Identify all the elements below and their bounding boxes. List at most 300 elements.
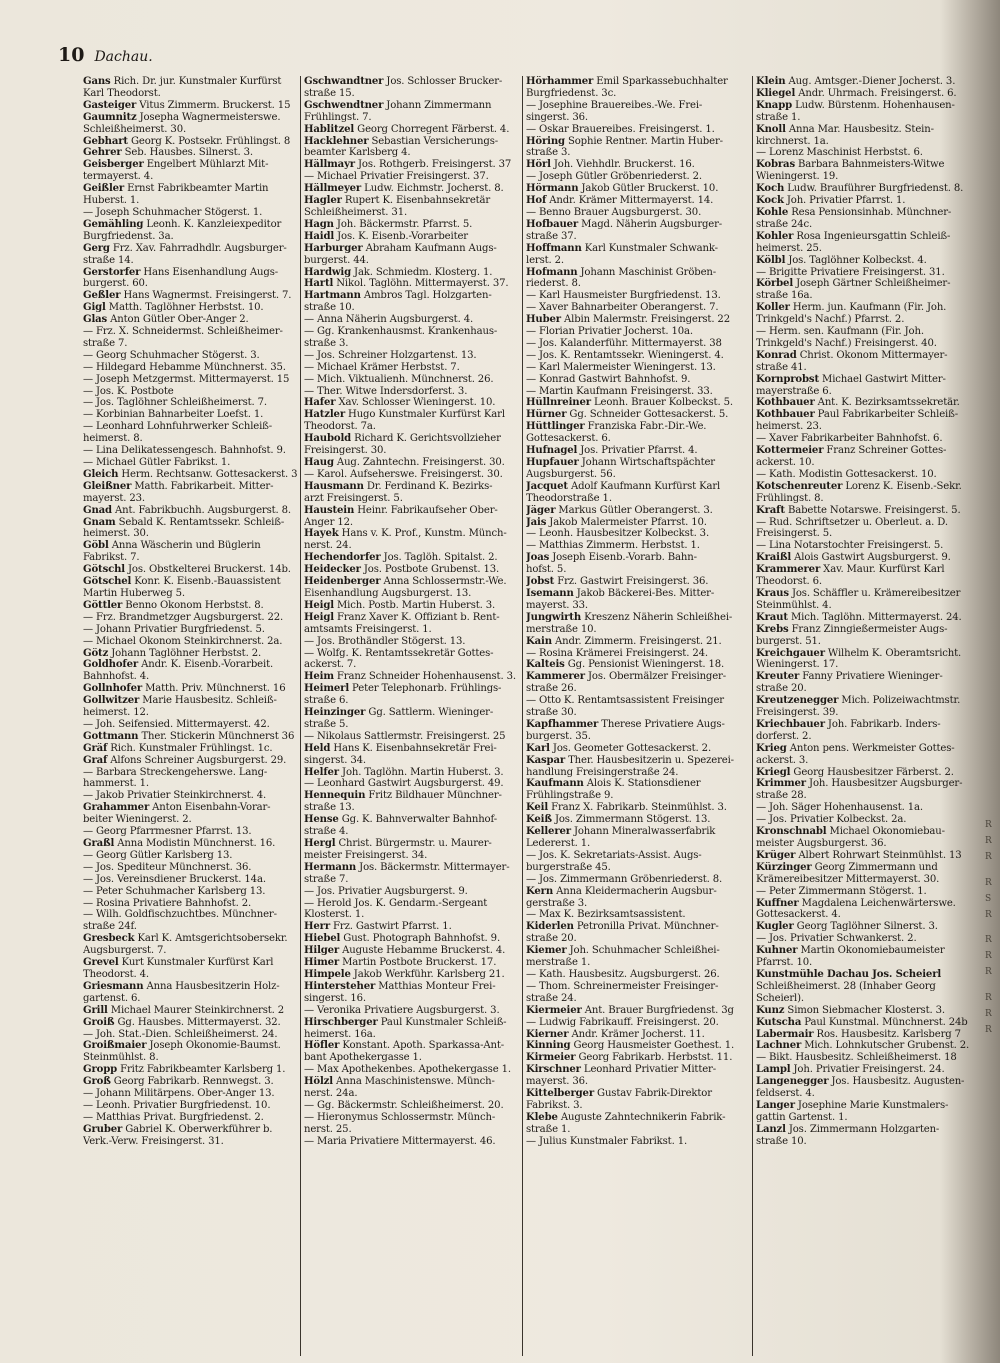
entry-details: — Florian Privatier Jocherst. 10a. [526,326,693,338]
directory-entry [756,481,986,493]
entry-details: mayerst. 33. [526,599,588,611]
entry-surname: Kuhner [756,945,798,957]
entry-surname: Hofbauer [526,218,579,230]
directory-entry [526,255,749,267]
entry-details: — Leonhard Lohnfuhrwerker Schleiß- [83,421,273,433]
entry-details: heimerst. 16a. [304,1028,376,1040]
entry-surname: Kürzinger [756,861,812,873]
entry-details: Herm. Rechtsanw. Gottesackerst. 3 [118,468,297,480]
directory-entry [526,1029,749,1041]
directory-entry [304,231,519,243]
entry-details: Josepha Wagnermeisterswe. [136,111,281,123]
entry-details: Martin Postbote Bruckerst. 17. [339,957,497,969]
directory-entry [304,350,519,362]
entry-details: — Martin Kaufmann Freisingerst. 33. [526,385,713,397]
directory-entry [304,588,519,600]
directory-entry [304,1088,519,1100]
entry-details: Rich. Dr. jur. Kunstmaler Kurfürst [110,76,282,87]
edge-fragment: R [985,951,992,962]
entry-details: Johann Maschinist Gröben- [577,266,717,278]
entry-surname: Heidecker [304,564,361,576]
directory-entry [304,814,519,826]
entry-surname: Lampl [756,1064,791,1076]
directory-entry [756,993,986,1005]
directory-entry [526,945,749,957]
entry-details: — Max K. Bezirksamtsassistent. [526,909,686,921]
entry-details: — Xaver Fabrikarbeiter Bahnhofst. 6. [756,433,943,445]
entry-surname: Kotschenreuter [756,480,843,492]
entry-surname: Hörhammer [526,76,594,87]
directory-entry [304,374,519,386]
directory-entry [526,1100,749,1112]
entry-details: Mich. Postb. Martin Huberst. 3. [333,599,496,611]
entry-surname: Kugler [756,921,794,933]
directory-entry [83,183,297,195]
entry-details: dorferst. 2. [756,730,812,742]
directory-entry [83,362,297,374]
directory-entry [304,707,519,719]
directory-entry [304,838,519,850]
entry-details: Franz Schneider Hohenhausenst. 3. [333,671,516,683]
entry-details: Franz X. Fabrikarb. Steinmühlst. 3. [548,802,727,814]
directory-entry [756,1052,986,1064]
directory-entry [83,147,297,159]
directory-entry [83,326,297,338]
directory-entry [526,838,749,850]
directory-entry [83,933,297,945]
directory-entry [756,731,986,743]
directory-entry [83,493,297,505]
directory-entry [83,636,297,648]
entry-details: Ledererst. 1. [526,838,591,849]
entry-surname: Kraus [756,587,789,599]
directory-entry [756,1112,986,1124]
entry-surname: Kierner [526,1028,569,1040]
entry-surname: Heinzinger [304,707,366,719]
entry-surname: Glas [83,314,108,326]
entry-surname: Hupfauer [526,457,579,468]
directory-entry [756,243,986,255]
entry-details: Freisingerst. 30. [304,445,387,457]
directory-entry [526,790,749,802]
entry-details: — Jos. Schreiner Holzgartenst. 13. [304,349,477,361]
entry-surname: Geßler [83,290,121,302]
directory-entry [756,207,986,219]
entry-details: Jakob Werkführ. Karlsberg 21. [350,968,505,980]
directory-entry [756,88,986,100]
entry-surname: Konrad [756,349,797,361]
directory-entry [304,624,519,636]
directory-entry [756,528,986,540]
directory-entry [83,1017,297,1029]
entry-details: — Jos. Privatier Schwankerst. 2. [756,933,917,945]
entry-details: Eisenhandlung Augsburgerst. 13. [304,587,472,599]
directory-entry [526,624,749,636]
entry-surname: Heigl [304,611,334,623]
directory-entry [526,743,749,755]
directory-columns [80,76,996,1356]
directory-entry [756,600,986,612]
entry-details: Ernst Fabrikbeamter Martin [124,183,269,195]
directory-entry [304,957,519,969]
entry-surname: Hense [304,814,339,826]
entry-details: — Joh. Seifensied. Mittermayerst. 42. [83,718,270,730]
entry-details: Therese Privatiere Augs- [598,718,725,730]
entry-details: Heinr. Fabrikaufseher Ober- [354,504,498,516]
entry-details: riederst. 8. [526,278,581,290]
entry-surname: Kreuter [756,671,800,683]
directory-entry [526,1064,749,1076]
entry-surname: Gehrer [83,147,122,159]
directory-entry [526,1124,749,1136]
directory-entry [756,112,986,124]
entry-surname: Gollnhofer [83,683,143,695]
entry-details: straße 26. [526,683,577,695]
directory-entry [304,921,519,933]
directory-entry [83,469,297,481]
entry-surname: Kraut [756,611,788,623]
entry-details: Michael Maurer Steinkirchnerst. 2 [107,1004,285,1016]
directory-entry [526,421,749,433]
directory-entry [526,755,749,767]
directory-entry [83,350,297,362]
entry-details: — Karl Malermeister Wieningerst. 13. [526,361,716,373]
directory-entry [756,1005,986,1017]
entry-surname: Gruber [83,1123,123,1135]
directory-entry [83,564,297,576]
directory-entry [304,1040,519,1052]
entry-details: Aug. Amtsger.-Diener Jocherst. 3. [785,76,956,87]
directory-entry [83,267,297,279]
directory-entry [304,1076,519,1088]
entry-details: straße 5. [304,718,349,730]
directory-entry [756,683,986,695]
entry-details: — Wilh. Goldfischzuchtbes. Münchner- [83,909,277,921]
entry-details: — Joseph Gütler Gröbenriederst. 2. [526,171,702,183]
entry-surname: Krüger [756,849,796,861]
directory-entry [304,469,519,481]
directory-entry [526,767,749,779]
entry-details: Hugo Kunstmaler Kurfürst Karl [345,409,505,421]
entry-details: Barbara Bahnmeisters-Witwe [794,159,945,171]
entry-details: Andr. Zimmerm. Freisingerst. 21. [551,635,722,647]
entry-details: — Joseph Metzgermst. Mittermayerst. 15 [83,373,290,385]
entry-surname: Himer [304,957,340,969]
entry-details: Gustav Fabrik-Direktor [593,1088,712,1100]
directory-entry [83,457,297,469]
entry-surname: Knoll [756,123,786,135]
entry-details: Gg. Sattlerm. Wieninger- [365,707,494,719]
entry-details: straße 15. [304,87,355,99]
entry-details: — Michael Krämer Herbstst. 7. [304,361,460,373]
entry-surname: Gräf [83,742,108,754]
entry-surname: Krammerer [756,564,821,576]
directory-entry [526,695,749,707]
directory-entry [83,802,297,814]
directory-entry [756,1124,986,1136]
directory-entry [526,1112,749,1124]
entry-surname: Hällmayr [304,159,355,171]
page-header [58,44,153,70]
entry-surname: Kunz [756,1004,785,1016]
entry-details: Lorenz K. Eisenb.-Sekr. [842,480,962,492]
entry-surname: Höring [526,135,565,147]
directory-entry [83,1029,297,1041]
entry-details: — Michael Privatier Freisingerst. 37. [304,171,489,183]
entry-details: Joseph Ökonomie-Baumst. [146,1040,281,1052]
entry-details: Scheierl). [756,992,804,1004]
directory-entry [756,1088,986,1100]
entry-details: Babette Notarswe. Freisingerst. 5. [784,504,961,516]
entry-details: — Johann Militärpens. Ober-Anger 13. [83,1088,275,1100]
entry-details: Xav. Schlosser Wieningerst. 10. [335,397,496,409]
entry-details: Leonhard Privatier Mitter- [580,1064,716,1076]
directory-entry [526,505,749,517]
entry-surname: Langer [756,1099,795,1111]
entry-details: Frühlingst. 8. [756,492,824,504]
entry-surname: Heim [304,671,334,683]
entry-details: straße 16a. [756,290,813,302]
directory-entry [304,755,519,767]
directory-entry [83,374,297,386]
entry-details: Joseph Eisenb.-Vorarb. Bahn- [549,552,697,564]
entry-details: Rupert K. Eisenbahnsekretär [341,195,491,207]
directory-entry [304,100,519,112]
directory-entry [756,124,986,136]
entry-details: Gottesackerst. 4. [756,909,841,921]
entry-details: Fritz Bildhauer Münchner- [365,790,502,802]
entry-surname: Hacklehner [304,135,369,147]
entry-surname: Gebhart [83,135,128,147]
entry-details: Andr. K. Eisenb.-Vorarbeit. [138,659,274,671]
directory-entry [304,612,519,624]
entry-details: straße 1. [756,111,801,123]
directory-entry [756,707,986,719]
entry-details: Benno Ökonom Herbstst. 8. [122,599,264,611]
page-number: 10 [58,44,85,66]
page-title: Dachau. [94,49,153,65]
directory-entry [756,421,986,433]
entry-surname: Kinning [526,1040,571,1052]
directory-entry [756,1029,986,1041]
entry-details: straße 24. [526,992,577,1004]
directory-entry [526,921,749,933]
entry-details: heimerst. 25. [756,242,822,254]
entry-details: Markus Gütler Oberangerst. 3. [555,504,713,516]
entry-details: Alois K. Stationsdiener [583,778,701,790]
entry-details: Paul Fabrikarbeiter Schleiß- [814,409,958,421]
entry-details: — Hieronymus Schlossermstr. Münch- [304,1111,496,1123]
directory-entry [526,338,749,350]
entry-surname: Kaufmann [526,778,584,790]
entry-surname: Haug [304,457,334,468]
directory-entry [756,171,986,183]
entry-details: — Gg. Krankenhausmst. Krankenhaus- [304,326,498,338]
directory-entry [756,969,986,981]
directory-entry [83,576,297,588]
directory-entry [756,1064,986,1076]
entry-details: Georg Fabrikarb. Rennwegst. 3. [110,1076,274,1088]
entry-details: Schleißheimerst. 28 (Inhaber Georg [756,980,936,992]
entry-details: Ambros Tagl. Holzgarten- [360,290,492,302]
entry-details: arzt Freisingerst. 5. [304,492,403,504]
entry-surname: Hof [526,195,547,207]
entry-surname: Hällmeyer [304,183,362,195]
directory-entry [304,338,519,350]
directory-entry [756,814,986,826]
entry-details: — Jos. Zimmermann Gröbenriederst. 8. [526,873,723,885]
entry-details: bant Apothekergasse 1. [304,1052,422,1064]
entry-details: — Leonh. Privatier Burgfriedenst. 10. [83,1099,271,1111]
entry-surname: Kreutzenegger [756,695,839,707]
entry-details: ackerst. 3. [756,754,809,766]
directory-entry [83,76,297,88]
directory-entry [304,302,519,314]
directory-entry [756,921,986,933]
directory-entry [304,909,519,921]
entry-details: Gg. K. Bahnverwalter Bahnhof- [338,814,497,826]
entry-surname: Klein [756,76,786,87]
entry-details: — Benno Brauer Augsburgerst. 30. [526,206,702,218]
entry-surname: Hermann [304,861,357,873]
directory-entry [83,243,297,255]
directory-entry [83,921,297,933]
entry-details: beamter Karlsberg 4. [304,147,411,159]
entry-details: — Joh. Säger Hohenhausenst. 1a. [756,802,923,814]
entry-details: Kurt Kunstmaler Kurfürst Karl [118,957,274,969]
entry-surname: Gnam [83,516,116,528]
entry-surname: Kaspar [526,754,566,766]
entry-surname: Gans [83,76,111,87]
entry-details: Jos. Taglöhner Kolbeckst. 4. [785,254,927,266]
directory-entry [304,147,519,159]
entry-details: Mich. Taglöhn. Mittermayerst. 24. [787,611,962,623]
entry-details: Verk.-Verw. Freisingerst. 31. [83,1135,224,1147]
directory-entry [304,552,519,564]
directory-entry [83,552,297,564]
entry-surname: Kothbauer [756,397,815,409]
directory-entry [83,838,297,850]
directory-entry [526,445,749,457]
entry-details: Albin Malermstr. Freisingerst. 22 [560,314,730,326]
entry-details: Andr. Krämer Jocherst. 11. [568,1028,705,1040]
entry-surname: Kohle [756,206,789,218]
entry-surname: Koch [756,183,785,195]
directory-entry [756,183,986,195]
entry-surname: Haubold [304,433,352,445]
directory-entry [526,397,749,409]
entry-details: — Jakob Privatier Steinkirchnerst. 4. [83,790,267,802]
entry-surname: Keiß [526,814,552,826]
entry-details: — Georg Schuhmacher Stögerst. 3. [83,349,260,361]
directory-entry [83,100,297,112]
entry-details: — Anna Näherin Augsburgerst. 4. [304,314,474,326]
entry-details: Frz. Gastwirt Freisingerst. 36. [554,576,709,588]
entry-details: Aug. Zahntechn. Freisingerst. 30. [333,457,505,468]
entry-details: Augsburgerst. 7. [83,945,167,957]
directory-entry [83,886,297,898]
directory-entry [83,302,297,314]
directory-entry [83,421,297,433]
directory-entry [83,957,297,969]
entry-surname: Kriegl [756,766,791,778]
entry-surname: Grill [83,1004,108,1016]
entry-details: Anna Mar. Hausbesitz. Stein- [785,123,934,135]
entry-surname: Goldhofer [83,659,139,671]
entry-details: — Karl Hausmeister Burgfriedenst. 13. [526,290,721,302]
entry-details: Martin Huberweg 5. [83,587,185,599]
entry-details: Georg Chorregent Färberst. 4. [354,123,510,135]
entry-details: — Frz. Brandmetzger Augsburgerst. 22. [83,611,284,623]
entry-details: — Jos. Brothändler Stögerst. 13. [304,635,466,647]
directory-entry [756,374,986,386]
entry-details: Ant. K. Bezirksamtssekretär. [814,397,960,409]
directory-entry [526,457,749,469]
entry-details: mayerst. 23. [83,492,145,504]
entry-details: Joh. Fabrikarb. Inders- [824,718,941,730]
directory-entry [304,743,519,755]
directory-entry [304,540,519,552]
directory-entry [756,433,986,445]
directory-entry [756,136,986,148]
directory-entry [83,540,297,552]
directory-entry [526,350,749,362]
directory-entry [756,957,986,969]
entry-details: burgerst. 51. [756,635,821,647]
entry-surname: Kapfhammer [526,718,599,730]
directory-entry [756,147,986,159]
entry-details: Sebastian Versicherungs- [368,135,498,147]
directory-entry [756,850,986,862]
entry-details: Jos. Obermälzer Freisinger- [584,671,726,683]
entry-details: Ther. Hausbesitzerin u. Spezerei- [565,754,734,766]
entry-surname: Körbel [756,278,794,290]
entry-surname: Heigl [304,599,334,611]
entry-details: Rosa Ingenieursgattin Schleiß- [793,230,951,242]
entry-details: — Jos. Privatier Augsburgerst. 9. [304,885,468,897]
entry-details: Joh. Privatier Freisingerst. 24. [790,1064,945,1076]
entry-surname: Hagn [304,218,334,230]
entry-details: Andr. Krämer Mittermayerst. 14. [546,195,714,207]
directory-entry [83,528,297,540]
entry-details: — Brigitte Privatiere Freisingerst. 31. [756,266,945,278]
entry-surname: Groißmaier [83,1040,147,1052]
entry-surname: Hofmann [526,266,578,278]
entry-details: mayerst. 36. [526,1076,588,1088]
entry-details: Freisingerst. 5. [756,528,833,540]
entry-details: termayerst. 4. [83,171,154,183]
directory-entry [756,778,986,790]
directory-entry [526,636,749,648]
directory-entry [304,386,519,398]
entry-details: straße 13. [304,802,355,814]
directory-entry [756,719,986,731]
directory-entry [304,124,519,136]
entry-details: Michael Ökonomiebau- [826,826,945,838]
directory-entry [526,993,749,1005]
entry-details: Simon Siebmacher Klosterst. 3. [784,1004,945,1016]
directory-entry [526,969,749,981]
entry-surname: Gottmann [83,730,139,742]
entry-surname: Kutscha [756,1016,802,1028]
entry-details: Dr. Ferdinand K. Bezirks- [363,480,493,492]
directory-entry [526,314,749,326]
directory-entry [756,648,986,660]
entry-surname: Jais [526,516,547,528]
directory-entry [756,886,986,898]
directory-entry [526,493,749,505]
entry-details: Franz Xaver K. Offiziant b. Rent- [333,611,500,623]
